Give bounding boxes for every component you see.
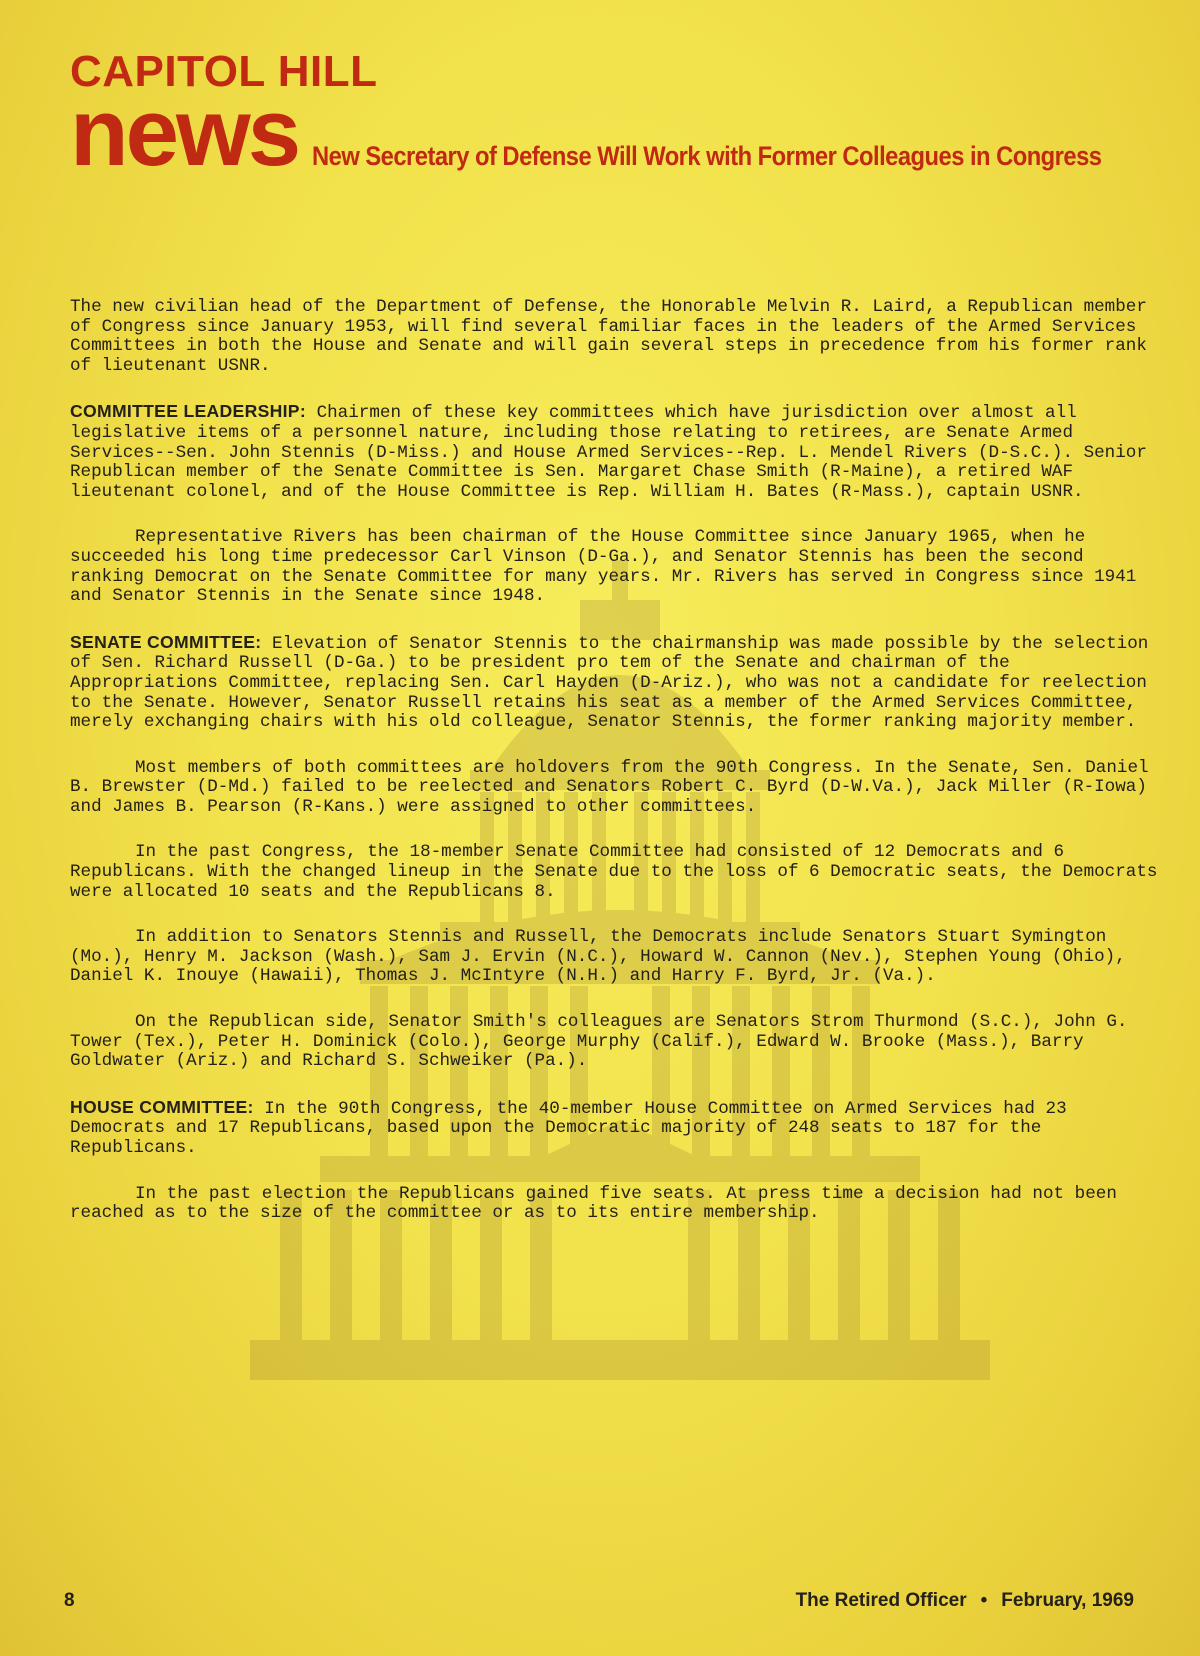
paragraph-democrats: In addition to Senators Stennis and Russell, the Democrats include Senators Stuart Symington (Mo.), Henry M. Jackson (Wash.), Sam J. Ervin (N.C.), Howard W. Cannon (Nev.), Stephen Young (Ohio), Daniel K. Inouye (Hawaii), Thomas J. McIntyre (N.H.) and Harry F. Byrd, Jr. (Va.). <box>70 927 1126 987</box>
page-number: 8 <box>64 1590 75 1611</box>
section-title: news <box>70 79 299 186</box>
paragraph-text: Elevation of Senator Stennis to the chairmanship was made possible by the selection of Sen. Richard Russell (D-Ga.) to be president pro tem of the Senate and chairman of the Appropriations Committee, replacing Sen. Carl Hayden (D-Ariz.), who was not a candidate for reelection to the Senate. However, Senator Russell retains his seat as a member of the Armed Services Committee, merely exchanging chairs with his old colleague, Senator Stennis, the former ranking majority member. <box>70 633 1149 733</box>
lead-in-committee-leadership: COMMITTEE LEADERSHIP: <box>70 401 306 422</box>
paragraph-text: In the 90th Congress, the 40-member House Committee on Armed Services had 23 Democrats and 17 Republicans, based upon the Democratic majority of 248 seats to 187 for the Republicans. <box>70 1098 1067 1158</box>
paragraph-text: Chairmen of these key committees which have jurisdiction over almost all legislative items of a personnel nature, including those relating to retirees, are Senate Armed Services--Sen. John Stennis (D-Miss.) and House Armed Services--Rep. L. Mendel Rivers (D-S.C.). Senior Republican member of the Senate Committee is Sen. Margaret Chase Smith (R-Maine), a retired WAF lieutenant colonel, and of the House Committee is Rep. William H. Bates (R-Mass.), captain USNR. <box>70 403 1147 502</box>
masthead <box>70 47 1170 186</box>
paragraph-election: In the past election the Republicans gained five seats. At press time a decision had not been reached as to the size of the committee or as to its entire membership. <box>70 1183 1117 1224</box>
paragraph-republicans: On the Republican side, Senator Smith's colleagues are Senators Strom Thurmond (S.C.), John G. Tower (Tex.), Peter H. Dominick (Colo.), George Murphy (Calif.), Edward W. Brooke (Mass.), Barry Goldwater (Ariz.) and Richard S. Schweiker (Pa.). <box>70 1012 1128 1072</box>
article-body <box>70 298 1160 1250</box>
masthead-row <box>70 79 1170 186</box>
paragraph-holdovers: Most members of both committees are holdovers from the 90th Congress. In the Senate, Sen. Daniel B. Brewster (D-Md.) failed to be reelected and Senators Robert C. Byrd (D-W.Va.), Jack Miller (R-Iowa) and James B. Pearson (R-Kans.) were assigned to other committees. <box>70 757 1149 817</box>
paragraph-rivers: Representative Rivers has been chairman of the House Committee since January 1965, when he succeeded his long time predecessor Carl Vinson (D-Ga.), and Senator Stennis has been the second ranking Democrat on the Senate Committee for many years. Mr. Rivers has served in Congress since 1941 and Senator Stennis in the Senate since 1948. <box>70 527 1137 607</box>
paragraph-intro: The new civilian head of the Department of Defense, the Honorable Melvin R. Laird, a Republican member of Congress since January 1953, will find several familiar faces in the leaders of the Armed Services Committees in both the House and Senate and will gain several steps in precedence from his former rank of lieutenant USNR. <box>70 297 1147 376</box>
section-kicker: CAPITOL HILL <box>70 47 378 96</box>
issue-date: February, 1969 <box>1001 1590 1134 1611</box>
lead-in-house-committee: HOUSE COMMITTEE: <box>70 1096 254 1117</box>
paragraph-house-committee <box>70 1098 1160 1159</box>
publication-line <box>796 1590 1134 1612</box>
paragraph-seat-allocation: In the past Congress, the 18-member Senate Committee had consisted of 12 Democrats and 6 Republicans. With the changed lineup in the Senate due to the loss of 6 Democratic seats, the Democrats were allocated 10 seats and the Republicans 8. <box>70 842 1158 902</box>
bullet-separator: • <box>980 1590 988 1611</box>
publication-name: The Retired Officer <box>795 1590 967 1611</box>
article-headline: New Secretary of Defense Will Work with Former Colleagues in Congress <box>312 141 1102 171</box>
paragraph-committee-leadership <box>70 402 1160 502</box>
lead-in-senate-committee: SENATE COMMITTEE: <box>70 631 262 652</box>
paragraph-senate-committee <box>70 633 1160 733</box>
